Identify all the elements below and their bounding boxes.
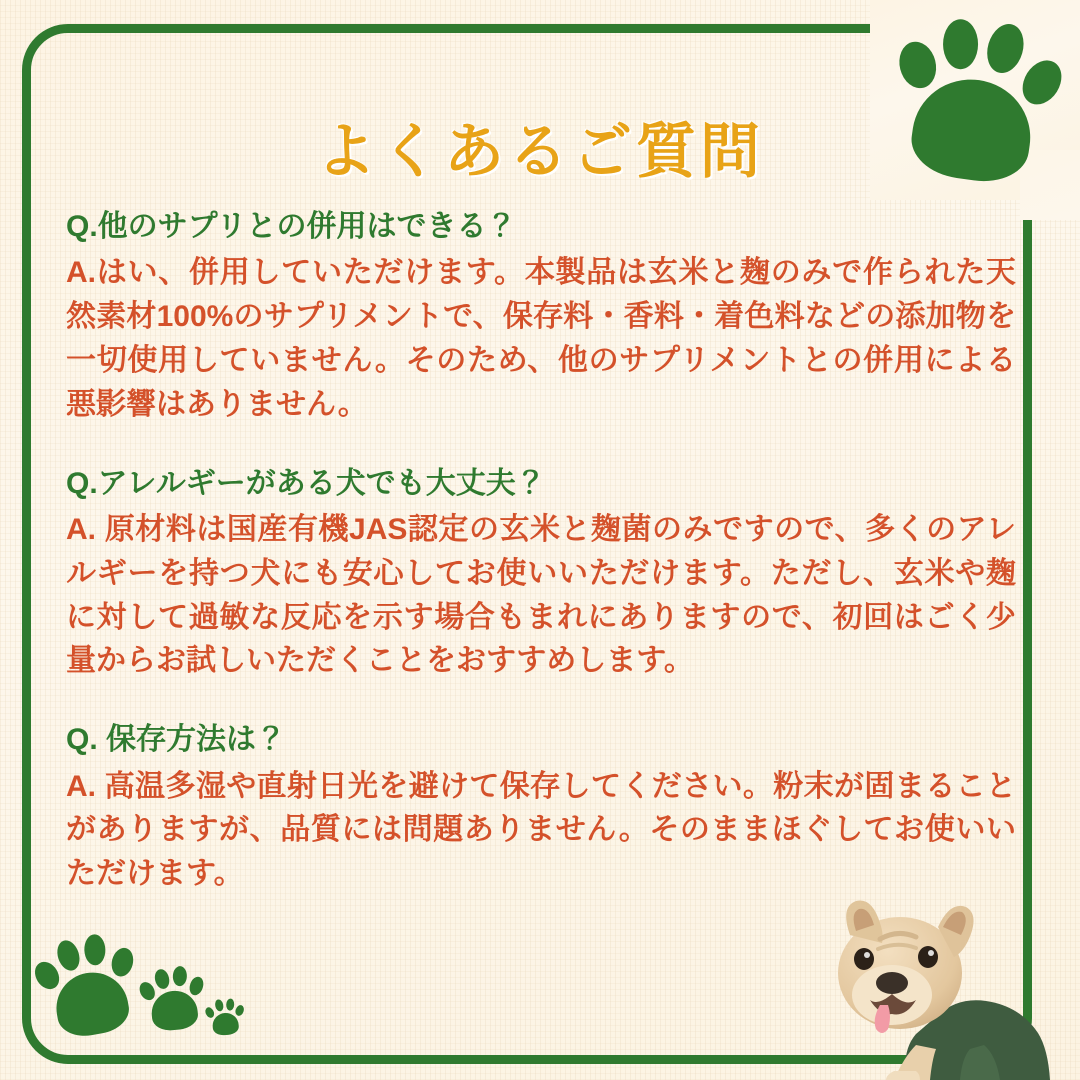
paw-print-icon [205, 995, 246, 1038]
paw-print-icon [880, 0, 1073, 197]
faq-question: Q.他のサプリとの併用はできる？ [66, 210, 517, 243]
faq-list [66, 206, 1016, 896]
faq-item [66, 719, 1016, 896]
faq-item [66, 206, 1016, 427]
french-bulldog-photo [788, 895, 1058, 1080]
paw-print-icon [27, 920, 149, 1046]
page-title: よくあるご質問 [316, 118, 764, 185]
faq-item [66, 463, 1016, 684]
faq-answer: A.はい、併用していただけます。本製品は玄米と麹のみで作られた天然素材100%のサプリメントで、保存料・香料・着色料などの添加物を一切使用していません。そのため、他のサプリメントとの併用による悪影響はありません。 [66, 256, 1016, 421]
faq-answer: A. 高温多湿や直射日光を避けて保存してください。粉末が固まることがありますが、品質には問題ありません。そのままほぐしてお使いいただけます。 [66, 769, 1016, 891]
faq-question: Q.アレルギーがある犬でも大丈夫？ [66, 466, 546, 500]
faq-answer: A. 原材料は国産有機JAS認定の玄米と麹菌のみですので、多くのアレルギーを持つ犬にも安心してお使いいただけます。ただし、玄米や麹に対して過敏な反応を示す場合もまれにありますので、初回はごく少量からお試しいただくことをおすすめします。 [66, 512, 1016, 678]
paw-print-icon [137, 959, 210, 1036]
faq-question: Q. 保存方法は？ [66, 723, 287, 757]
